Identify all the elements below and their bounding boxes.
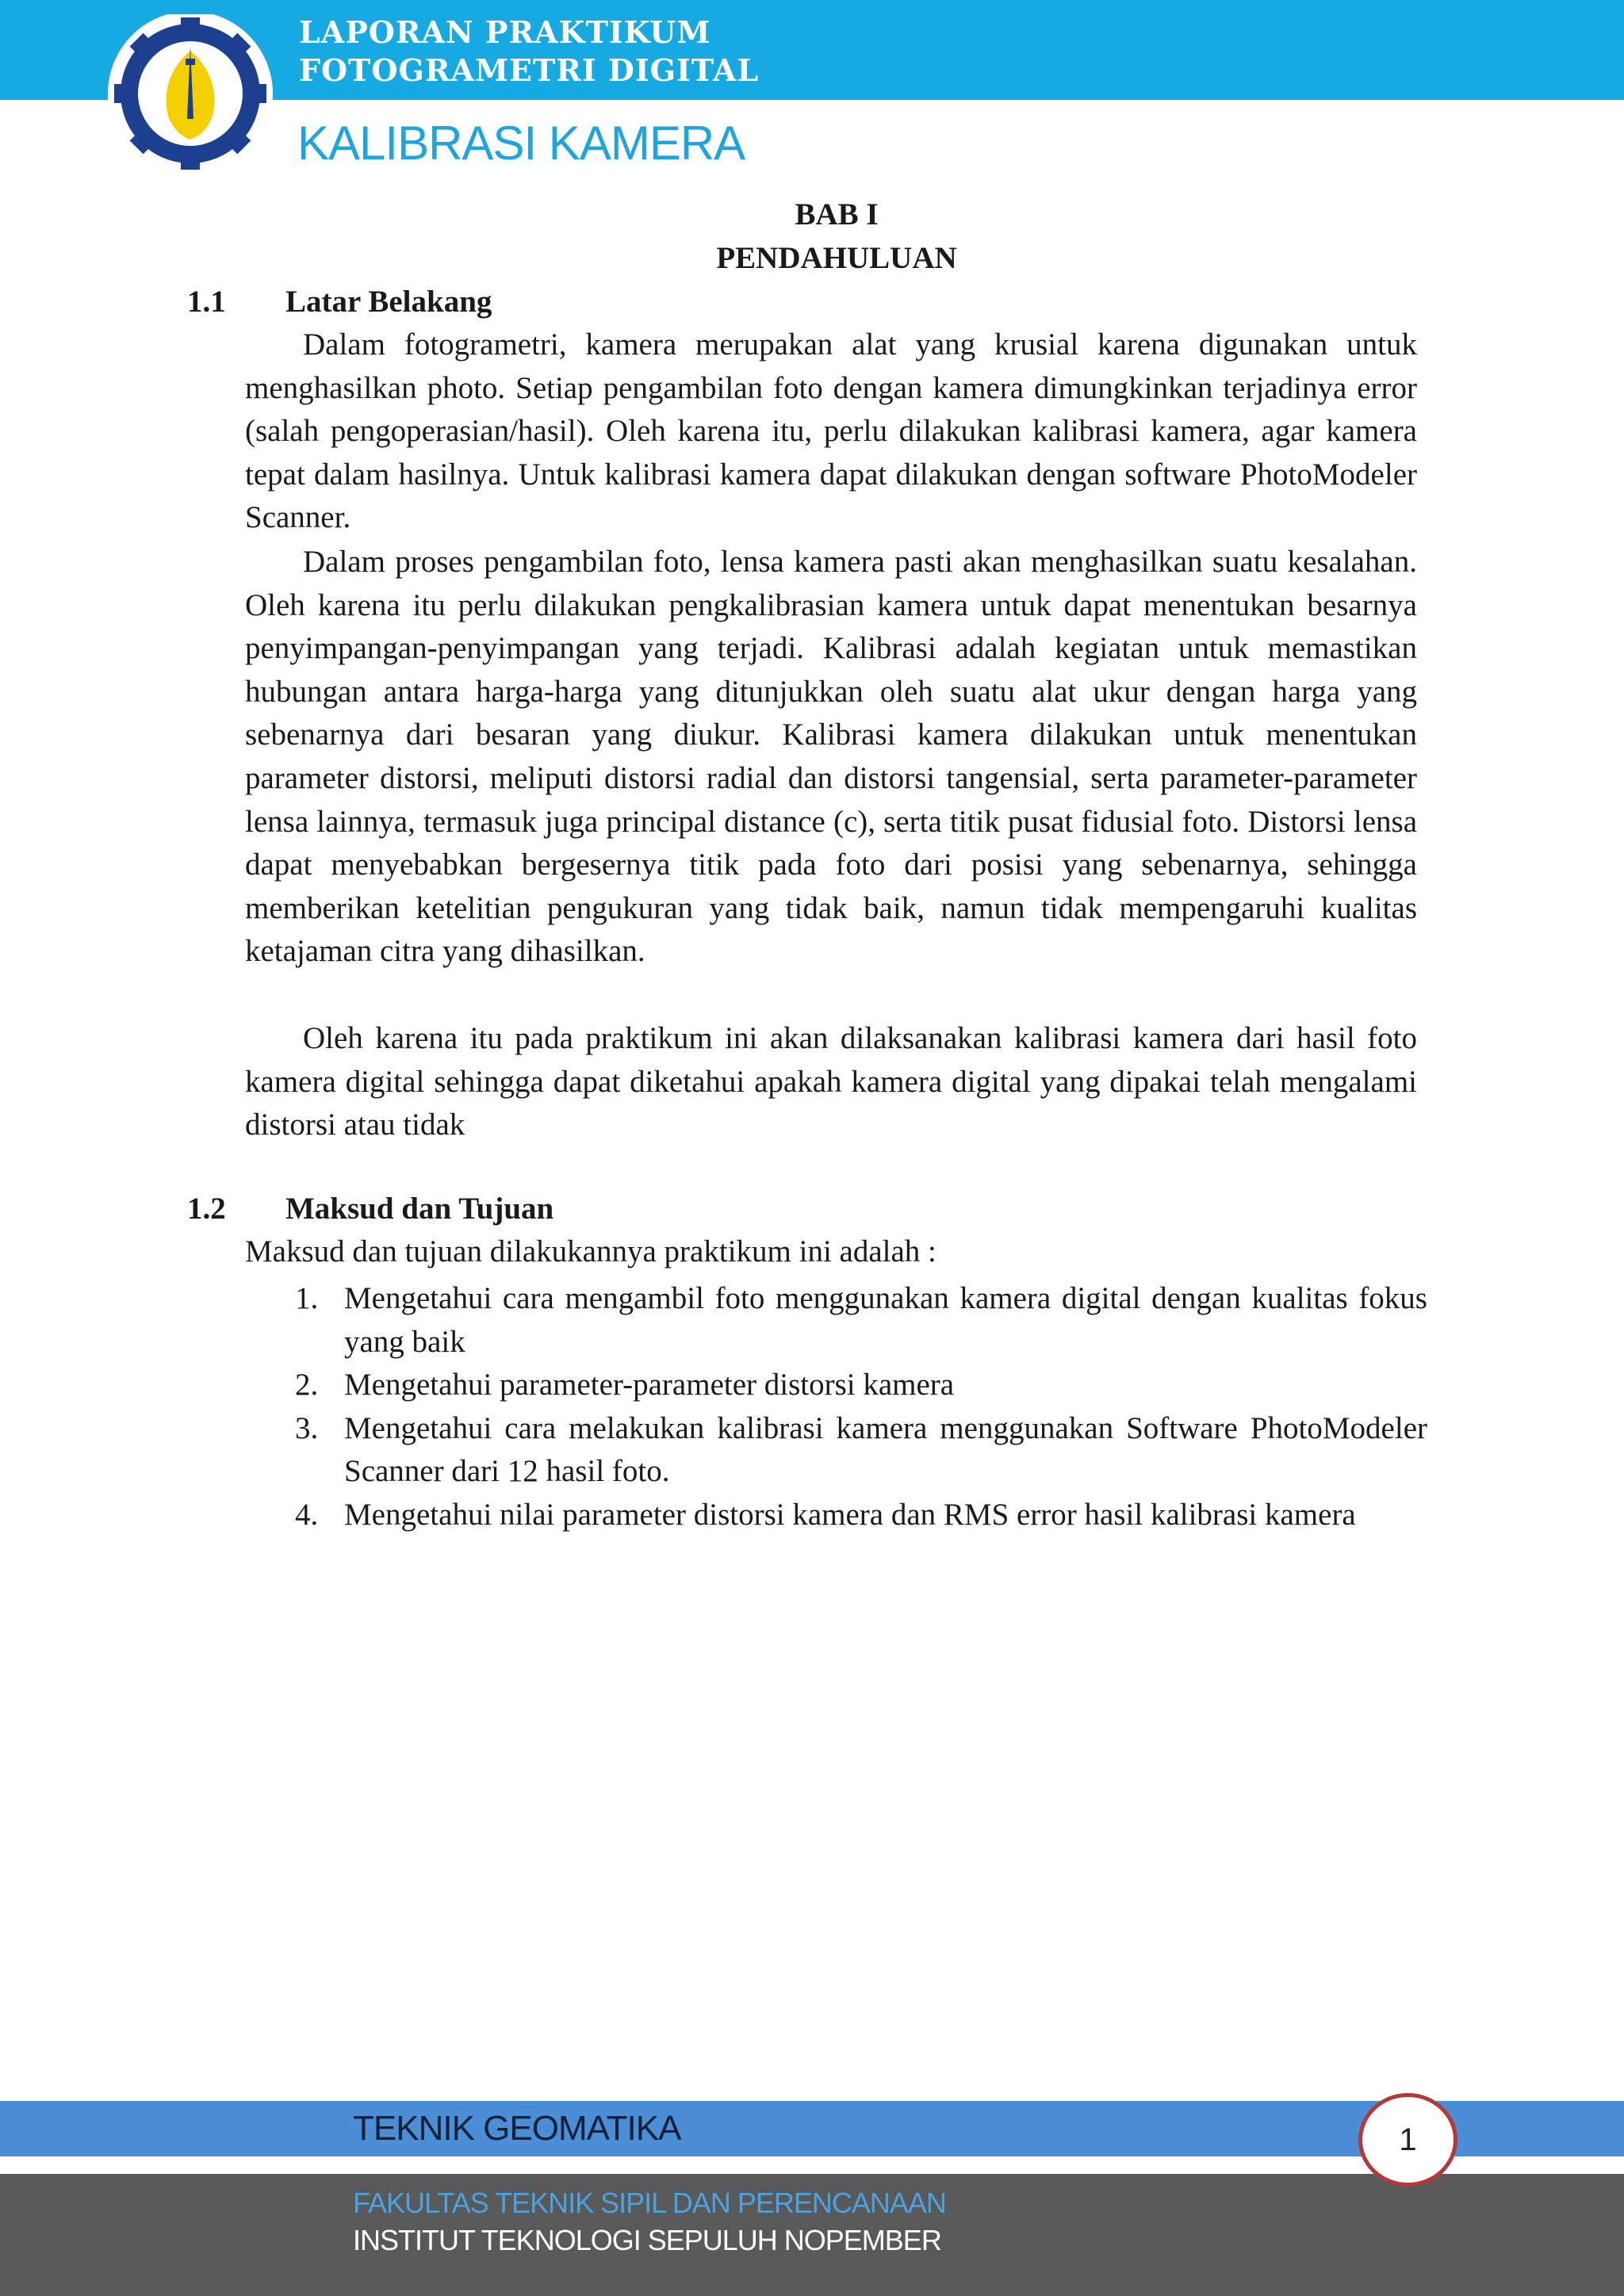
page-number: 1: [1399, 2122, 1417, 2157]
section-number: 1.1: [187, 285, 226, 319]
list-item-number: 1.: [295, 1281, 319, 1315]
paragraph: Dalam proses pengambilan foto, lensa kamera pasti akan menghasilkan suatu kesalahan. Oleh karena itu perlu dilakukan pengkalibrasian kamera untuk dapat menentukan besarnya penyimpangan-penyimpangan yang terjadi. Kalibrasi adalah kegiatan untuk memastikan hubungan antara harga-harga yang ditunjukkan oleh suatu alat ukur dengan harga yang sebenarnya dari besaran yang diukur. Kalibrasi kamera dilakukan untuk menentukan parameter distorsi, meliputi distorsi radial dan distorsi tangensial, serta parameter-parameter lensa lainnya, termasuk juga principal distance (c), serta titik pusat fidusial foto. Distorsi lensa dapat menyebabkan bergesernya titik pada foto dari posisi yang sebenarnya, sehingga memberikan ketelitian pengukuran yang tidak baik, namun tidak mempengaruhi kualitas ketajaman citra yang dihasilkan.: [245, 545, 1417, 969]
chapter-title: PENDAHULUAN: [716, 241, 957, 275]
list-item-text: Mengetahui parameter-parameter distorsi kamera: [344, 1368, 955, 1402]
header-title-line1: LAPORAN PRAKTIKUM: [299, 14, 711, 50]
list-item: [295, 1277, 1427, 1364]
list-item-text: Mengetahui cara mengambil foto menggunakan kamera digital dengan kualitas fokus yang baik: [344, 1281, 1427, 1359]
footer-institute: INSTITUT TEKNOLOGI SEPULUH NOPEMBER: [353, 2224, 941, 2256]
footer-faculty: FAKULTAS TEKNIK SIPIL DAN PERENCANAAN: [353, 2187, 946, 2219]
paragraph: Oleh karena itu pada praktikum ini akan dilaksanakan kalibrasi kamera dari hasil foto kamera digital sehingga dapat diketahui apakah kamera digital yang dipakai telah mengalami distorsi atau tidak: [245, 1021, 1417, 1142]
section-title: Latar Belakang: [285, 285, 492, 319]
header-title-line2: FOTOGRAMETRI DIGITAL: [299, 52, 760, 88]
list-item-number: 2.: [295, 1368, 319, 1402]
its-emblem-icon: [103, 14, 278, 173]
objectives-list: [295, 1277, 1427, 1537]
list-item: [295, 1494, 1427, 1537]
chapter-number: BAB I: [795, 197, 879, 232]
list-item-text: Mengetahui nilai parameter distorsi kamera dan RMS error hasil kalibrasi kamera: [344, 1497, 1356, 1532]
list-item: [295, 1364, 1427, 1407]
page-number-badge: [1358, 2093, 1457, 2187]
footer-department: TEKNIK GEOMATIKA: [353, 2109, 681, 2148]
list-item: [295, 1407, 1427, 1494]
section-number: 1.2: [187, 1192, 226, 1226]
list-item-number: 3.: [295, 1410, 319, 1445]
paragraph: Dalam fotogrametri, kamera merupakan alat yang krusial karena digunakan untuk menghasilkan photo. Setiap pengambilan foto dengan kamera dimungkinkan terjadinya error (salah pengoperasian/hasil). Oleh karena itu, perlu dilakukan kalibrasi kamera, agar kamera tepat dalam hasilnya. Untuk kalibrasi kamera dapat dilakukan dengan software PhotoModeler Scanner.: [245, 327, 1417, 535]
list-intro: Maksud dan tujuan dilakukannya praktikum ini adalah :: [245, 1234, 936, 1269]
list-item-text: Mengetahui cara melakukan kalibrasi kamera menggunakan Software PhotoModeler Scanner dari 12 hasil foto.: [344, 1410, 1427, 1489]
list-item-number: 4.: [295, 1497, 319, 1532]
header-subtitle: KALIBRASI KAMERA: [297, 117, 745, 170]
section-title: Maksud dan Tujuan: [285, 1192, 554, 1226]
